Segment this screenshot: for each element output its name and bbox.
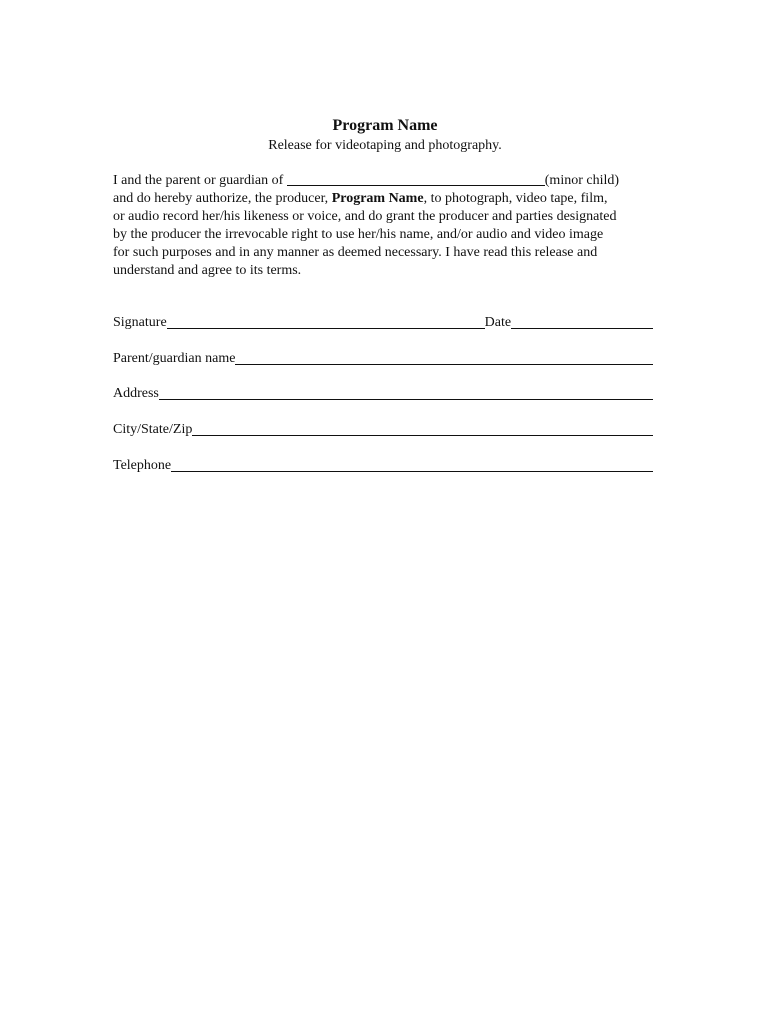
document-subtitle: Release for videotaping and photography. <box>268 138 502 153</box>
city-state-zip-line[interactable] <box>192 421 653 436</box>
program-name-bold: Program Name <box>331 191 424 206</box>
paragraph-line-5: for such purposes and in any manner as deemed necessary. I have read this release and <box>113 245 598 260</box>
address-line[interactable] <box>159 385 653 400</box>
release-paragraph <box>113 172 673 280</box>
telephone-row <box>113 457 653 475</box>
line2-prefix: and do hereby authorize, the producer, <box>113 191 332 206</box>
telephone-label: Telephone <box>113 458 172 473</box>
address-label: Address <box>113 386 159 401</box>
date-label: Date <box>484 315 512 330</box>
signature-line[interactable] <box>167 314 485 329</box>
signature-label: Signature <box>113 315 167 330</box>
parent-guardian-label: Parent/guardian name <box>113 351 236 366</box>
line1-suffix: (minor child) <box>544 173 620 188</box>
city-state-zip-label: City/State/Zip <box>113 422 193 437</box>
parent-guardian-row <box>113 350 653 368</box>
minor-child-blank[interactable] <box>287 173 545 186</box>
paragraph-line-6: understand and agree to its terms. <box>113 263 302 278</box>
document-title: Program Name <box>332 117 438 134</box>
city-state-zip-row <box>113 421 653 439</box>
paragraph-line-2 <box>113 190 673 208</box>
address-row <box>113 385 653 403</box>
line2-suffix: , to photograph, video tape, film, <box>423 191 608 206</box>
line1-prefix: I and the parent or guardian of <box>113 173 287 188</box>
paragraph-line-3: or audio record her/his likeness or voice, and do grant the producer and parties designated <box>113 209 617 224</box>
parent-guardian-line[interactable] <box>235 350 653 365</box>
paragraph-line-4: by the producer the irrevocable right to use her/his name, and/or audio and video image <box>113 227 604 242</box>
paragraph-line-1 <box>113 172 673 190</box>
date-line[interactable] <box>511 314 653 329</box>
signature-date-row <box>113 314 653 332</box>
telephone-line[interactable] <box>171 457 653 472</box>
